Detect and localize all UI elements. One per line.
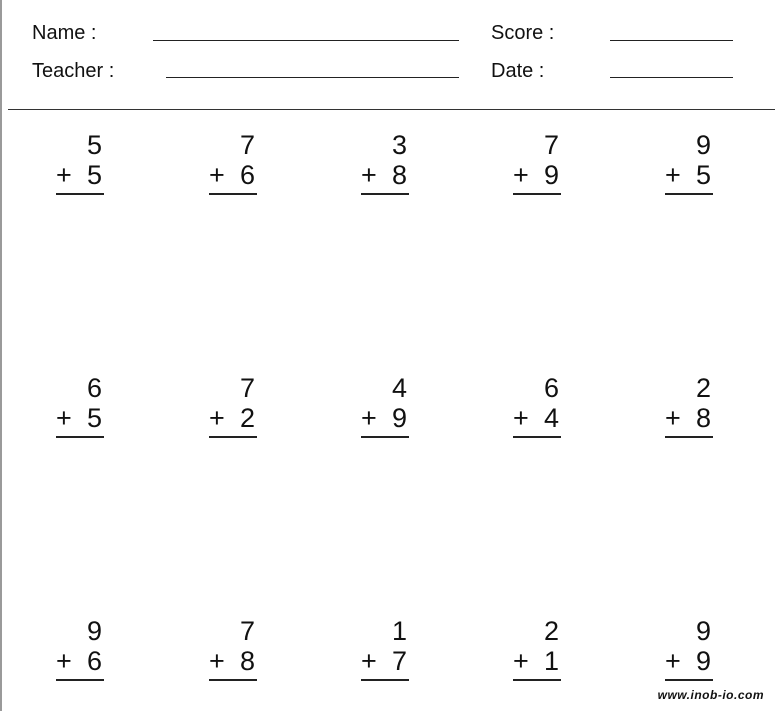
top-number: 7: [239, 373, 255, 403]
problem-2-3: [361, 373, 409, 441]
bottom-number: 5: [86, 160, 102, 190]
bottom-number: 9: [391, 403, 407, 433]
answer-line[interactable]: [56, 679, 104, 681]
problem-3-1: [56, 616, 104, 684]
answer-line[interactable]: [665, 193, 713, 195]
answer-line[interactable]: [665, 436, 713, 438]
name-label: Name :: [32, 22, 97, 44]
top-number: 5: [86, 130, 102, 160]
bottom-number: 4: [543, 403, 559, 433]
plus-operator: +: [361, 403, 377, 433]
top-number: 7: [239, 130, 255, 160]
plus-operator: +: [513, 646, 529, 676]
top-number: 9: [695, 616, 711, 646]
name-blank-line[interactable]: [153, 40, 459, 41]
answer-line[interactable]: [56, 193, 104, 195]
plus-operator: +: [361, 646, 377, 676]
answer-line[interactable]: [209, 679, 257, 681]
plus-operator: +: [209, 646, 225, 676]
bottom-number: 9: [695, 646, 711, 676]
problem-2-2: [209, 373, 257, 441]
answer-line[interactable]: [56, 436, 104, 438]
problem-2-5: [665, 373, 713, 441]
bottom-number: 6: [86, 646, 102, 676]
problem-3-3: [361, 616, 409, 684]
problem-3-5: [665, 616, 713, 684]
top-number: 9: [86, 616, 102, 646]
bottom-number: 6: [239, 160, 255, 190]
answer-line[interactable]: [665, 679, 713, 681]
answer-line[interactable]: [209, 193, 257, 195]
top-number: 7: [543, 130, 559, 160]
plus-operator: +: [513, 160, 529, 190]
page-left-border: [0, 0, 2, 711]
problem-1-4: [513, 130, 561, 198]
plus-operator: +: [665, 646, 681, 676]
answer-line[interactable]: [361, 436, 409, 438]
top-number: 6: [543, 373, 559, 403]
plus-operator: +: [56, 646, 72, 676]
answer-line[interactable]: [513, 436, 561, 438]
top-number: 2: [695, 373, 711, 403]
answer-line[interactable]: [513, 193, 561, 195]
top-number: 3: [391, 130, 407, 160]
website-watermark: www.inob-io.com: [657, 688, 764, 702]
problem-3-2: [209, 616, 257, 684]
top-number: 4: [391, 373, 407, 403]
problem-1-2: [209, 130, 257, 198]
date-label: Date :: [491, 60, 545, 82]
bottom-number: 5: [86, 403, 102, 433]
plus-operator: +: [361, 160, 377, 190]
plus-operator: +: [665, 403, 681, 433]
top-number: 1: [391, 616, 407, 646]
problem-2-4: [513, 373, 561, 441]
plus-operator: +: [56, 403, 72, 433]
score-label: Score :: [491, 22, 555, 44]
problem-3-4: [513, 616, 561, 684]
plus-operator: +: [665, 160, 681, 190]
teacher-blank-line[interactable]: [166, 77, 459, 78]
bottom-number: 9: [543, 160, 559, 190]
bottom-number: 8: [391, 160, 407, 190]
plus-operator: +: [209, 403, 225, 433]
plus-operator: +: [56, 160, 72, 190]
answer-line[interactable]: [361, 679, 409, 681]
bottom-number: 1: [543, 646, 559, 676]
answer-line[interactable]: [513, 679, 561, 681]
problem-1-5: [665, 130, 713, 198]
header-divider: [8, 109, 775, 110]
problem-2-1: [56, 373, 104, 441]
answer-line[interactable]: [209, 436, 257, 438]
top-number: 2: [543, 616, 559, 646]
top-number: 7: [239, 616, 255, 646]
problem-1-3: [361, 130, 409, 198]
top-number: 9: [695, 130, 711, 160]
answer-line[interactable]: [361, 193, 409, 195]
bottom-number: 7: [391, 646, 407, 676]
problem-1-1: [56, 130, 104, 198]
teacher-label: Teacher :: [32, 60, 115, 82]
date-blank-line[interactable]: [610, 77, 733, 78]
score-blank-line[interactable]: [610, 40, 733, 41]
top-number: 6: [86, 373, 102, 403]
plus-operator: +: [209, 160, 225, 190]
bottom-number: 8: [239, 646, 255, 676]
bottom-number: 8: [695, 403, 711, 433]
plus-operator: +: [513, 403, 529, 433]
bottom-number: 2: [239, 403, 255, 433]
bottom-number: 5: [695, 160, 711, 190]
